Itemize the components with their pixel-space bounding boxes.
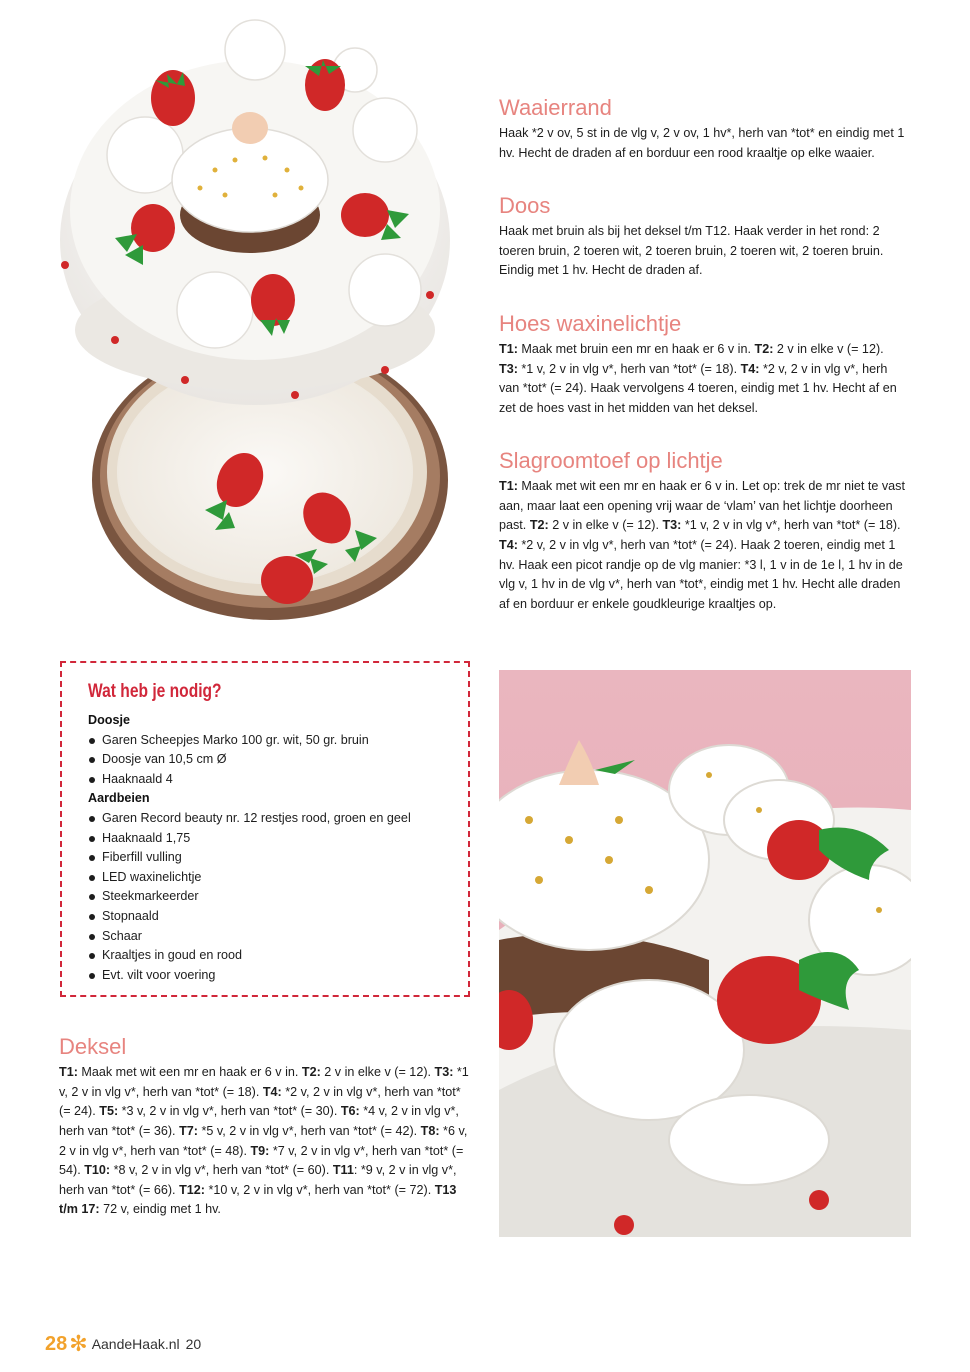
round-text: *3 v, 2 v in vlg v*, herh van *tot* (= 30). <box>118 1104 341 1119</box>
round-text: *1 v, 2 v in vlg v*, herh van *tot* (= 18). <box>681 518 901 533</box>
round-label: T6: <box>340 1104 360 1119</box>
round-text: *1 v, 2 v in vlg v*, herh van *tot* (= 18). <box>59 1065 469 1099</box>
cake-box-photo <box>55 10 450 620</box>
list-item: Fiberfill vulling <box>88 848 458 868</box>
text-doos: Haak met bruin als bij het deksel t/m T12. Haak verder in het rond: 2 toeren bruin, 2 toeren wit, 2 toeren bruin, 2 toeren wit, 2 toeren bruin. Eindig met 1 hv. Hecht de draden af. <box>499 224 884 278</box>
round-text: *2 v, 2 v in vlg v*, herh van *tot* (= 24). <box>59 1084 461 1119</box>
round-label: T4: <box>262 1084 282 1099</box>
cake-closeup-photo <box>499 670 911 1237</box>
round-label: T4: <box>499 537 518 552</box>
round-text: *2 v, 2 v in vlg v*, herh van *tot* (= 24). Haak 2 toeren, eindig met 1 hv. Haak een picot randje op de vlg manier: *3 l, 1 v in de 1e l, 1 hv in de vlg v, 1 hv in de vlg v*, herh van *tot*, eindig met 1 hv. Hecht alle draden af en borduur er enkele goudkleurige kraaltjes op. <box>499 537 903 611</box>
list-item: LED waxinelichtje <box>88 868 458 888</box>
round-label: T12: <box>179 1182 205 1197</box>
page-footer <box>45 1330 201 1358</box>
round-text: *8 v, 2 v in vlg v*, herh van *tot* (= 60). <box>110 1163 333 1178</box>
round-text: *1 v, 2 v in vlg v*, herh van *tot* (= 18). <box>517 361 741 376</box>
list-item: Garen Scheepjes Marko 100 gr. wit, 50 gr. bruin <box>88 731 458 751</box>
round-text: *5 v, 2 v in vlg v*, herh van *tot* (= 42). <box>197 1123 421 1138</box>
issue-number: 20 <box>185 1336 202 1352</box>
star-icon: ✻ <box>69 1331 88 1356</box>
materials-list <box>88 711 458 985</box>
round-text: *10 v, 2 v in vlg v*, herh van *tot* (= 72). <box>204 1182 435 1197</box>
text-deksel <box>59 1063 469 1220</box>
list-item: Garen Record beauty nr. 12 restjes rood, groen en geel <box>88 809 458 829</box>
round-label: T8: <box>420 1123 440 1138</box>
round-label: T9: <box>250 1143 270 1158</box>
round-text: 72 v, eindig met 1 hv. <box>99 1202 221 1217</box>
round-label: T2: <box>529 518 549 533</box>
heading-slagroom: Slagroomtoef op lichtje <box>499 448 723 473</box>
round-text: *6 v, 2 v in vlg v*, herh van *tot* (= 48). <box>59 1123 468 1158</box>
list-item: Doosje van 10,5 cm Ø <box>88 750 458 770</box>
round-text: 2 v in elke v (= 12). <box>773 342 884 357</box>
text-slagroom <box>499 477 909 614</box>
round-text: Maak met bruin een mr en haak er 6 v in. <box>517 342 755 357</box>
round-label: T1: <box>59 1065 78 1080</box>
round-label: T3: <box>499 361 518 376</box>
heading-doos: Doos <box>499 193 551 218</box>
list-item: Haaknaald 4 <box>88 770 458 790</box>
round-text: 2 v in elke v (= 12). <box>548 518 663 533</box>
section-doos <box>499 194 914 281</box>
materials-box <box>60 661 470 997</box>
section-hoes <box>499 312 899 419</box>
list-item: Schaar <box>88 927 458 947</box>
text-hoes <box>499 340 899 418</box>
list-item: Haaknaald 1,75 <box>88 829 458 849</box>
list-item: Kraaltjes in goud en rood <box>88 946 458 966</box>
round-text: *7 v, 2 v in vlg v*, herh van *tot* (= 54). <box>59 1143 464 1178</box>
group-aardbeien: Aardbeien <box>88 791 150 806</box>
text-waaierrand: Haak *2 v ov, 5 st in de vlg v, 2 v ov, 1 hv*, herh van *tot* en eindig met 1 hv. Hecht de draden af en borduur een rood kraaltje op elke waaier. <box>499 126 905 160</box>
round-label: T2: <box>301 1065 321 1080</box>
round-label: T1: <box>499 479 518 494</box>
heading-deksel: Deksel <box>59 1034 127 1059</box>
round-label: T2: <box>754 342 774 357</box>
round-label: T10: <box>84 1163 111 1178</box>
page-number: 28 <box>45 1332 68 1355</box>
site-name: AandeHaak.nl <box>91 1336 180 1352</box>
section-deksel <box>59 1035 469 1220</box>
round-label: T13 t/m 17: <box>59 1182 457 1217</box>
round-label: T11 <box>332 1163 354 1178</box>
round-text: *2 v, 2 v in vlg v*, herh van *tot* (= 24). Haak vervolgens 4 toeren, eindig met 1 hv. Hecht af en zet de hoes vast in het midden van het deksel. <box>499 361 897 415</box>
list-item: Steekmarkeerder <box>88 887 458 907</box>
round-label: T1: <box>499 342 518 357</box>
round-text: Maak met wit een mr en haak er 6 v in. Let op: trek de mr niet te vast aan, maar laat een opening vrij waar de ‘vlam’ van het lichtje doorheen past. <box>499 479 905 533</box>
materials-title: Wat heb je nodig? <box>88 681 222 702</box>
round-label: T5: <box>99 1104 119 1119</box>
group-doosje: Doosje <box>88 713 130 727</box>
section-slagroom <box>499 449 909 614</box>
round-label: T4: <box>740 361 760 376</box>
round-label: T3: <box>662 518 682 533</box>
heading-hoes: Hoes waxinelichtje <box>499 311 682 336</box>
list-item: Evt. vilt voor voering <box>88 966 458 986</box>
round-text: Maak met wit een mr en haak er 6 v in. <box>77 1065 302 1080</box>
list-item: Stopnaald <box>88 907 458 927</box>
round-text: *4 v, 2 v in vlg v*, herh van *tot* (= 36). <box>59 1104 459 1138</box>
round-text: 2 v in elke v (= 12). <box>320 1065 435 1080</box>
round-label: T3: <box>434 1065 454 1080</box>
round-label: T7: <box>179 1123 198 1138</box>
round-text: : *9 v, 2 v in vlg v*, herh van *tot* (= 66). <box>59 1163 457 1197</box>
section-waaierrand <box>499 96 914 163</box>
heading-waaierrand: Waaierrand <box>499 95 612 120</box>
